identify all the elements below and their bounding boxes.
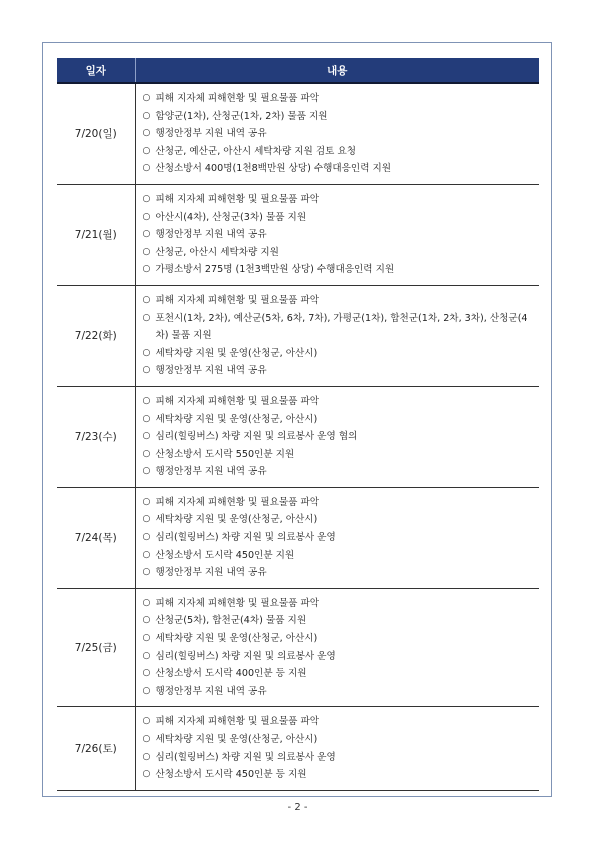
list-item-text: 세탁차량 지원 및 운영(산청군, 아산시) — [155, 734, 318, 745]
row-date: 7/21(월) — [57, 184, 135, 285]
list-item — [143, 191, 536, 209]
row-date: 7/23(수) — [57, 386, 135, 487]
list-item-text: 아산시(4차), 산청군(3차) 물품 지원 — [155, 211, 307, 223]
list-item-text: 피해 지자체 피해현황 및 필요물품 파악 — [155, 496, 320, 508]
circle-bullet-icon: ○ — [142, 294, 151, 305]
circle-bullet-icon: ○ — [142, 597, 151, 608]
circle-bullet-icon: ○ — [142, 395, 151, 406]
list-item — [143, 766, 536, 784]
row-content — [135, 588, 539, 707]
list-item-text: 행정안정부 지원 내역 공유 — [155, 567, 267, 579]
circle-bullet-icon: ○ — [142, 448, 151, 459]
circle-bullet-icon: ○ — [142, 514, 151, 525]
schedule-table — [57, 58, 539, 791]
list-item-text: 산청소방서 도시락 400인분 등 지원 — [155, 668, 307, 680]
table-row — [57, 83, 539, 184]
list-item — [143, 292, 536, 310]
list-item — [143, 310, 536, 345]
circle-bullet-icon: ○ — [142, 264, 151, 275]
circle-bullet-icon: ○ — [142, 347, 151, 358]
circle-bullet-icon: ○ — [142, 211, 151, 222]
list-item — [143, 494, 536, 512]
list-item — [143, 428, 536, 446]
list-item — [143, 529, 536, 547]
circle-bullet-icon: ○ — [142, 769, 151, 780]
list-item — [143, 345, 536, 363]
row-date: 7/26(토) — [57, 707, 135, 790]
circle-bullet-icon: ○ — [142, 110, 151, 121]
list-item-text: 심리(힐링버스) 차량 지원 및 의료봉사 운영 — [155, 751, 336, 763]
list-item-text: 산청군(5차), 합천군(4차) 물품 지원 — [155, 615, 307, 627]
table-row — [57, 386, 539, 487]
list-item — [143, 612, 536, 630]
circle-bullet-icon: ○ — [142, 431, 151, 442]
list-item-text: 세탁차량 지원 및 운영(산청군, 아산시) — [155, 413, 318, 425]
list-item-text: 산청소방서 도시락 550인분 지원 — [155, 448, 295, 460]
row-content — [135, 487, 539, 588]
list-item — [143, 143, 536, 161]
list-item-text: 심리(힐링버스) 차량 지원 및 의료봉사 운영 — [155, 532, 336, 544]
circle-bullet-icon: ○ — [142, 246, 151, 257]
list-item-text: 세탁차량 지원 및 운영(산청군, 아산시) — [155, 514, 318, 526]
circle-bullet-icon: ○ — [142, 496, 151, 507]
row-date: 7/20(일) — [57, 83, 135, 184]
list-item-text: 행정안정부 지원 내역 공유 — [155, 365, 267, 377]
circle-bullet-icon: ○ — [142, 751, 151, 762]
list-item-text: 행정안정부 지원 내역 공유 — [155, 128, 267, 140]
list-item — [143, 362, 536, 380]
list-item — [143, 749, 536, 767]
list-item — [143, 209, 536, 227]
list-item — [143, 393, 536, 411]
circle-bullet-icon: ○ — [142, 193, 151, 204]
list-item — [143, 648, 536, 666]
list-item-text: 세탁차량 지원 및 운영(산청군, 아산시) — [155, 633, 318, 645]
list-item — [143, 595, 536, 613]
table-row — [57, 707, 539, 790]
list-item — [143, 463, 536, 481]
list-item — [143, 564, 536, 582]
list-item-text: 산청소방서 400명(1천8백만원 상당) 수행대응인력 지원 — [155, 163, 392, 175]
circle-bullet-icon: ○ — [142, 128, 151, 139]
row-content — [135, 386, 539, 487]
list-item — [143, 731, 536, 749]
list-item-text: 심리(힐링버스) 차량 지원 및 의료봉사 운영 협의 — [155, 431, 358, 443]
table-row — [57, 285, 539, 386]
table-row — [57, 588, 539, 707]
list-item-text: 행정안정부 지원 내역 공유 — [155, 229, 267, 241]
row-content — [135, 707, 539, 790]
list-item — [143, 683, 536, 701]
circle-bullet-icon: ○ — [142, 685, 151, 696]
table-body — [57, 83, 539, 790]
circle-bullet-icon: ○ — [142, 532, 151, 543]
circle-bullet-icon: ○ — [142, 93, 151, 103]
list-item — [143, 226, 536, 244]
list-item-text: 함양군(1차), 산청군(1차, 2차) 물품 지원 — [155, 110, 328, 122]
page-number: - 2 - — [287, 802, 308, 813]
header-content: 내용 — [135, 58, 539, 83]
list-item-text: 피해 지자체 피해현황 및 필요물품 파악 — [155, 716, 320, 728]
list-item — [143, 547, 536, 565]
table-header-row — [57, 58, 539, 83]
list-item — [143, 108, 536, 126]
row-content — [135, 83, 539, 184]
circle-bullet-icon: ○ — [142, 567, 151, 578]
circle-bullet-icon: ○ — [142, 716, 151, 727]
list-item-text: 산청소방서 도시락 450인분 등 지원 — [155, 769, 307, 781]
table-row — [57, 184, 539, 285]
circle-bullet-icon: ○ — [142, 229, 151, 240]
list-item — [143, 446, 536, 464]
circle-bullet-icon: ○ — [142, 650, 151, 661]
row-content — [135, 285, 539, 386]
circle-bullet-icon: ○ — [142, 549, 151, 560]
list-item-text: 심리(힐링버스) 차량 지원 및 의료봉사 운영 — [155, 650, 336, 662]
circle-bullet-icon: ○ — [142, 668, 151, 679]
circle-bullet-icon: ○ — [142, 413, 151, 424]
list-item — [143, 125, 536, 143]
list-item-text: 피해 지자체 피해현황 및 필요물품 파악 — [155, 294, 320, 306]
circle-bullet-icon: ○ — [142, 163, 151, 174]
list-item-text: 산청군, 예산군, 아산시 세탁차량 지원 검토 요청 — [155, 145, 356, 157]
list-item-text: 산청소방서 도시락 450인분 지원 — [155, 549, 295, 561]
list-item-text: 피해 지자체 피해현황 및 필요물품 파악 — [155, 597, 320, 609]
list-item — [143, 511, 536, 529]
list-item — [143, 630, 536, 648]
list-item-text: 피해 지자체 피해현황 및 필요물품 파악 — [155, 93, 320, 104]
list-item-text: 산청군, 아산시 세탁차량 지원 — [155, 246, 279, 258]
circle-bullet-icon: ○ — [142, 734, 151, 744]
list-item-text: 행정안정부 지원 내역 공유 — [155, 466, 267, 478]
row-content — [135, 184, 539, 285]
header-date: 일자 — [57, 58, 135, 83]
list-item-text: 행정안정부 지원 내역 공유 — [155, 685, 267, 697]
row-date: 7/24(목) — [57, 487, 135, 588]
list-item — [143, 160, 536, 178]
list-item — [143, 261, 536, 279]
row-date: 7/25(금) — [57, 588, 135, 707]
list-item-text: 피해 지자체 피해현황 및 필요물품 파악 — [155, 193, 320, 205]
table-row — [57, 487, 539, 588]
circle-bullet-icon: ○ — [142, 633, 151, 644]
row-date: 7/22(화) — [57, 285, 135, 386]
list-item — [143, 713, 536, 731]
circle-bullet-icon: ○ — [142, 615, 151, 626]
list-item-text: 가평소방서 275명 (1천3백만원 상당) 수행대응인력 지원 — [155, 264, 395, 276]
list-item — [143, 411, 536, 429]
list-item-text: 세탁차량 지원 및 운영(산청군, 아산시) — [155, 347, 318, 359]
circle-bullet-icon: ○ — [142, 145, 151, 156]
list-item — [143, 90, 536, 108]
list-item-text: 포천시(1차, 2차), 예산군(5차, 6차, 7차), 가평군(1차), 합천군(1차, 2차, 3차), 산청군(4차) 물품 지원 — [155, 312, 528, 342]
list-item — [143, 244, 536, 262]
circle-bullet-icon: ○ — [142, 312, 151, 323]
list-item — [143, 665, 536, 683]
circle-bullet-icon: ○ — [142, 466, 151, 477]
circle-bullet-icon: ○ — [142, 365, 151, 376]
list-item-text: 피해 지자체 피해현황 및 필요물품 파악 — [155, 395, 320, 407]
